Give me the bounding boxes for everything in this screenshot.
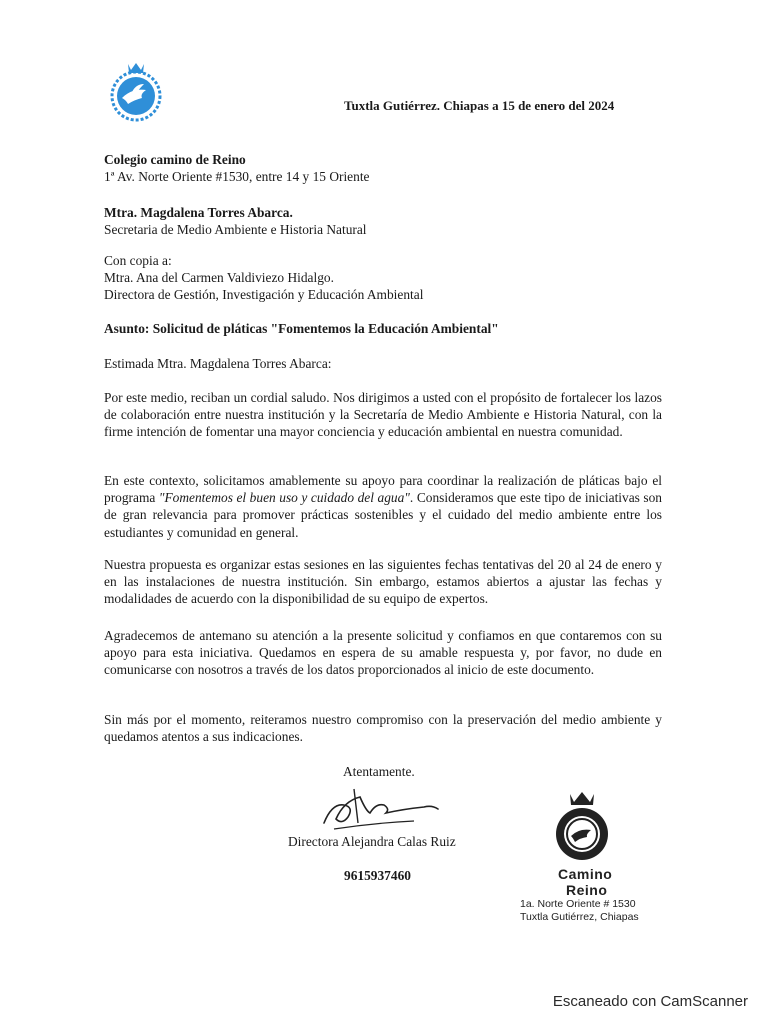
phone-number: 9615937460 — [344, 868, 411, 883]
body-paragraph-1: Por este medio, reciban un cordial saludo. Nos dirigimos a usted con el propósito de fortalecer los lazos de colaboración entre nuestra institución y la Secretaría de Medio Ambiente e Historia Natural, con la firme intención de fomentar una mayor conciencia y educación ambiental en nuestra comunidad. — [104, 390, 662, 440]
recipient-title: Secretaria de Medio Ambiente e Historia Natural — [104, 222, 367, 237]
handwritten-signature — [314, 783, 444, 835]
recipient-name: Mtra. Magdalena Torres Abarca. — [104, 205, 293, 220]
paragraph-2-text-start: En este contexto, solicitamos amablemente su apoyo para coordinar la realización de pláticas bajo el programa — [104, 473, 662, 506]
sender-address: 1ª Av. Norte Oriente #1530, entre 14 y 15 Oriente — [104, 169, 370, 184]
school-logo — [106, 58, 166, 122]
copy-label: Con copia a: — [104, 253, 172, 268]
paragraph-2-text-end: . Consideramos que este tipo de iniciativas son de gran relevancia para promover prácticas sostenibles y el cuidado del medio ambiente entre los estudiantes y comunidad en general. — [104, 490, 663, 540]
body-paragraph-4: Agradecemos de antemano su atención a la presente solicitud y confiamos en que contaremos con su apoyo para esta iniciativa. Quedamos en espera de su amable respuesta y, por favor, no dude en comunicarse con nosotros a través de los datos proporcionados al inicio de este documento. — [104, 628, 662, 678]
body-paragraph-5: Sin más por el momento, reiteramos nuestro compromiso con la preservación del medio ambiente y quedamos atentos a sus indicaciones. — [104, 712, 662, 745]
camscanner-watermark: Escaneado con CamScanner — [552, 993, 748, 1010]
body-paragraph-2 — [104, 472, 662, 541]
program-name: "Fomentemos el buen uso y cuidado del agua" — [158, 490, 410, 506]
signer-name: Directora Alejandra Calas Ruiz — [288, 834, 456, 849]
sender-name: Colegio camino de Reino — [104, 152, 246, 167]
school-stamp-icon — [552, 790, 612, 862]
subject-line: Asunto: Solicitud de pláticas "Fomentemos la Educación Ambiental" — [104, 321, 499, 336]
sender-block — [104, 151, 664, 185]
copy-title: Directora de Gestión, Investigación y Educación Ambiental — [104, 287, 424, 302]
stamp-name-line-2: Reino — [566, 882, 608, 898]
copy-block — [104, 252, 664, 303]
copy-name: Mtra. Ana del Carmen Valdiviezo Hidalgo. — [104, 270, 334, 285]
stamp-address-line-1: 1a. Norte Oriente # 1530 — [520, 898, 636, 910]
recipient-block — [104, 204, 664, 238]
letter-date-line: Tuxtla Gutiérrez. Chiapas a 15 de enero del 2024 — [344, 98, 615, 113]
closing-text: Atentamente. — [343, 764, 415, 779]
stamp-text — [520, 866, 639, 924]
stamp-address-line-2: Tuxtla Gutiérrez, Chiapas — [520, 911, 639, 923]
body-paragraph-3: Nuestra propuesta es organizar estas sesiones en las siguientes fechas tentativas del 20 al 24 de enero y en las instalaciones de nuestra institución. Sin embargo, estamos abiertos a ajustar las fechas y modalidades de acuerdo con la disponibilidad de su equipo de expertos. — [104, 557, 662, 607]
greeting-line: Estimada Mtra. Magdalena Torres Abarca: — [104, 356, 332, 371]
stamp-name-line-1: Camino — [558, 866, 613, 882]
